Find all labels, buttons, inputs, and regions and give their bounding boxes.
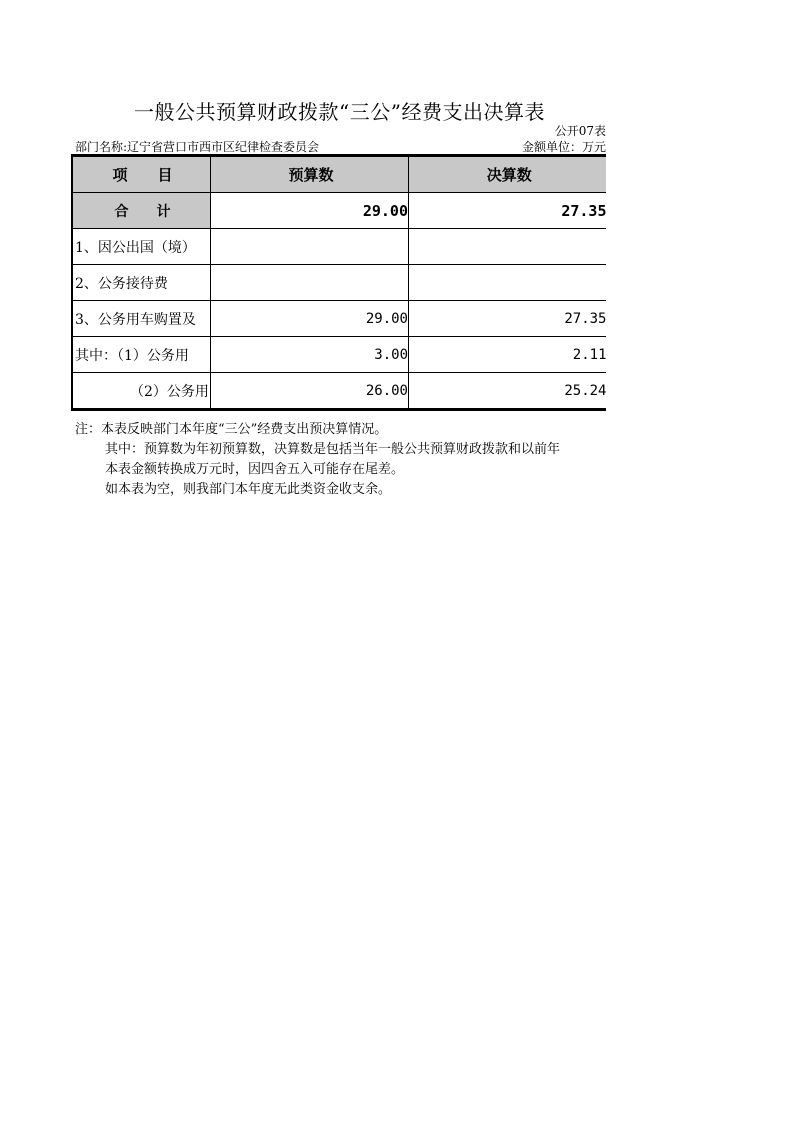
department-name: 部门名称:辽宁省营口市西市区纪律检查委员会 — [75, 140, 320, 154]
row-item: 3、公务用车购置及 — [72, 301, 211, 337]
row-final — [409, 229, 607, 265]
table-row — [72, 229, 607, 265]
row-final — [409, 265, 607, 301]
row-item: 其中：（1）公务用 — [72, 337, 211, 373]
page-title: 一般公共预算财政拨款“三公”经费支出决算表 — [134, 100, 545, 124]
notes-section — [75, 420, 605, 500]
row-budget: 29.00 — [211, 193, 409, 229]
row-budget: 3.00 — [211, 337, 409, 373]
row-final: 27.35 — [409, 301, 607, 337]
header-budget: 预算数 — [211, 157, 409, 193]
table-row-total — [72, 193, 607, 229]
row-final: 25.24 — [409, 373, 607, 409]
header-item: 项 目 — [72, 157, 211, 193]
table-row — [72, 337, 607, 373]
row-item: 1、因公出国（境） — [72, 229, 211, 265]
table-row — [72, 301, 607, 337]
row-final: 2.11 — [409, 337, 607, 373]
table-header-row — [72, 157, 607, 193]
row-item: 2、公务接待费 — [72, 265, 211, 301]
table-row — [72, 373, 607, 409]
row-budget — [211, 265, 409, 301]
amount-unit: 金额单位：万元 — [521, 140, 606, 154]
note-line: 注：本表反映部门本年度“三公”经费支出预决算情况。 — [75, 422, 388, 437]
table-row — [72, 265, 607, 301]
row-budget — [211, 229, 409, 265]
form-code: 公开07表 — [554, 124, 606, 138]
note-line: 本表金额转换成万元时，因四舍五入可能存在尾差。 — [105, 462, 405, 477]
row-final: 27.35 — [409, 193, 607, 229]
note-line: 其中：预算数为年初预算数，决算数是包括当年一般公共预算财政拨款和以前年 — [105, 442, 561, 457]
expense-table — [71, 154, 606, 411]
row-budget: 26.00 — [211, 373, 409, 409]
row-item: 合 计 — [72, 193, 211, 229]
note-line: 如本表为空，则我部门本年度无此类资金收支余。 — [105, 482, 392, 497]
header-final: 决算数 — [409, 157, 607, 193]
row-item: （2）公务用 — [72, 373, 211, 409]
row-budget: 29.00 — [211, 301, 409, 337]
